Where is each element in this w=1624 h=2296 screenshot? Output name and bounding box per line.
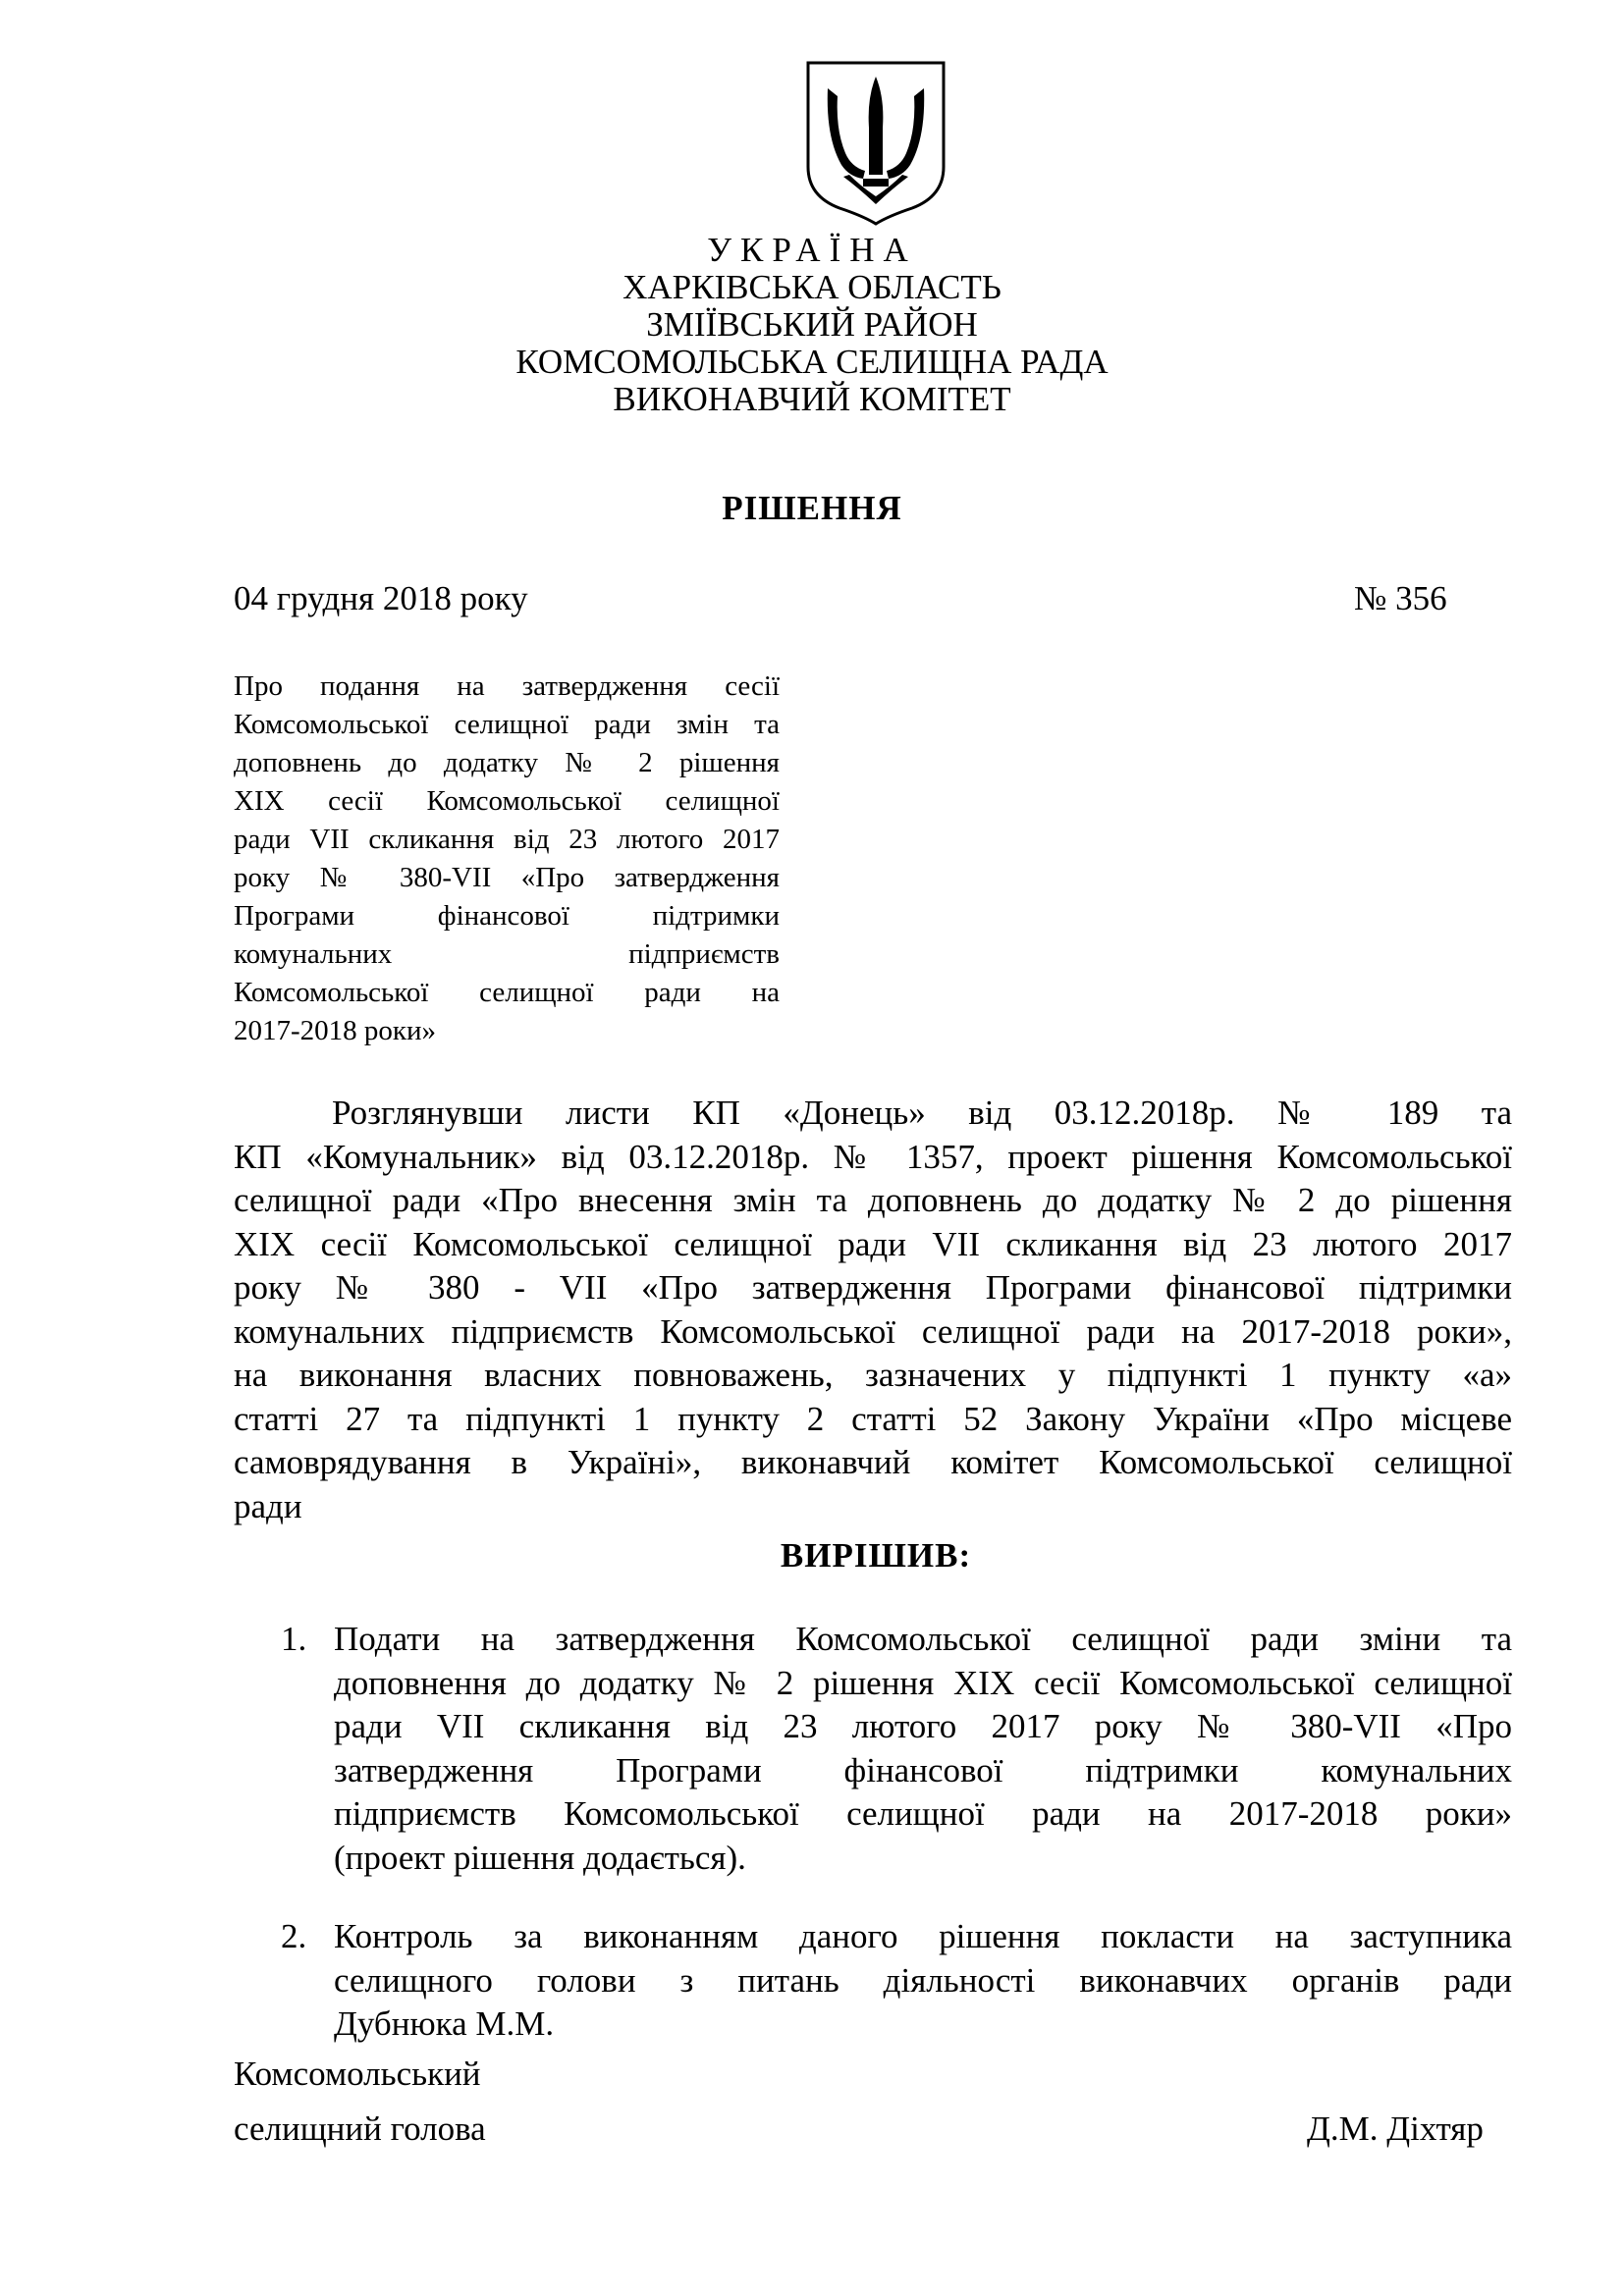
- resolution-items: [234, 1618, 1512, 2082]
- subject-line: XIX сесії Комсомольської селищної: [234, 785, 780, 817]
- signatory-position: [234, 2047, 486, 2157]
- preamble-line: КП «Комунальник» від 03.12.2018р. № 1357, проект рішення Комсомольської: [234, 1137, 1512, 1176]
- signatory-name: Д.М. Діхтяр: [1307, 2109, 1484, 2148]
- item-number: 1.: [281, 1620, 307, 1658]
- item-line: Подати на затвердження Комсомольської селищної ради зміни та: [334, 1620, 1512, 1658]
- resolution-item: [234, 1915, 1512, 2047]
- subject-line: Програми фінансової підтримки: [234, 900, 780, 932]
- letterhead-committee: ВИКОНАВЧИЙ КОМІТЕТ: [613, 380, 1011, 418]
- subject-line: Комсомольської селищної ради на: [234, 977, 780, 1008]
- document-date: 04 грудня 2018 року: [234, 579, 528, 617]
- letterhead-district: ЗМІЇВСЬКИЙ РАЙОН: [646, 305, 978, 344]
- preamble-line: на виконання власних повноважень, зазначених у підпункті 1 пункту «а»: [234, 1356, 1512, 1394]
- item-line: затвердження Програми фінансової підтримки комунальних: [334, 1750, 1512, 1789]
- letterhead: [0, 232, 1624, 418]
- item-line: Дубнюка М.М.: [334, 2004, 555, 2043]
- document-title: РІШЕННЯ: [722, 489, 902, 527]
- preamble-line: ради: [234, 1486, 302, 1525]
- subject-line: року № 380-VII «Про затвердження: [234, 862, 780, 893]
- preamble-paragraph: [234, 1092, 1512, 1528]
- preamble-line: комунальних підприємств Комсомольської селищної ради на 2017-2018 роки»,: [234, 1311, 1512, 1351]
- item-number: 2.: [281, 1917, 307, 1955]
- preamble-line: статті 27 та підпункті 1 пункту 2 статті 52 Закону України «Про місцеве: [234, 1399, 1512, 1438]
- document-number: № 356: [1354, 579, 1447, 617]
- subject-line: ради VII скликання від 23 лютого 2017: [234, 824, 780, 855]
- preamble-line: XIX сесії Комсомольської селищної ради VII скликання від 23 лютого 2017: [234, 1224, 1512, 1263]
- resolved-heading: ВИРІШИВ:: [780, 1536, 972, 1575]
- subject-line: Про подання на затвердження сесії: [234, 670, 780, 702]
- item-line: селищного голови з питань діяльності виконавчих органів ради: [334, 1960, 1512, 2000]
- signatory-position-line: Комсомольський: [234, 2055, 481, 2093]
- item-line: доповнення до додатку № 2 рішення XIX сесії Комсомольської селищної: [334, 1663, 1512, 1702]
- subject-line: 2017-2018 роки»: [234, 1015, 437, 1046]
- item-line: Контроль за виконанням даного рішення покласти на заступника: [334, 1917, 1512, 1955]
- preamble-line: Розглянувши листи КП «Донець» від 03.12.2018р. № 189 та: [332, 1094, 1512, 1132]
- letterhead-council: КОМСОМОЛЬСЬКА СЕЛИЩНА РАДА: [515, 343, 1109, 381]
- signatory-position-line: селищний голова: [234, 2109, 486, 2148]
- letterhead-region: ХАРКІВСЬКА ОБЛАСТЬ: [623, 268, 1001, 306]
- resolution-item: [234, 1618, 1512, 1880]
- subject-line: Комсомольської селищної ради змін та: [234, 709, 780, 740]
- preamble-line: селищної ради «Про внесення змін та доповнень до додатку № 2 до рішення: [234, 1181, 1512, 1219]
- item-line: (проект рішення додається).: [334, 1838, 746, 1877]
- letterhead-country: УКРАЇНА: [707, 231, 917, 269]
- item-line: підприємств Комсомольської селищної ради на 2017-2018 роки»: [334, 1794, 1512, 1833]
- preamble-line: самоврядування в Україні», виконавчий комітет Комсомольської селищної: [234, 1443, 1512, 1481]
- subject-line: комунальних підприємств: [234, 938, 780, 970]
- document-subject: [234, 667, 780, 1050]
- trident-coat-of-arms-icon: [804, 59, 947, 226]
- item-line: ради VII скликання від 23 лютого 2017 року № 380-VII «Про: [334, 1707, 1512, 1745]
- preamble-line: року № 380 - VII «Про затвердження Програми фінансової підтримки: [234, 1268, 1512, 1307]
- subject-line: доповнень до додатку № 2 рішення: [234, 747, 780, 778]
